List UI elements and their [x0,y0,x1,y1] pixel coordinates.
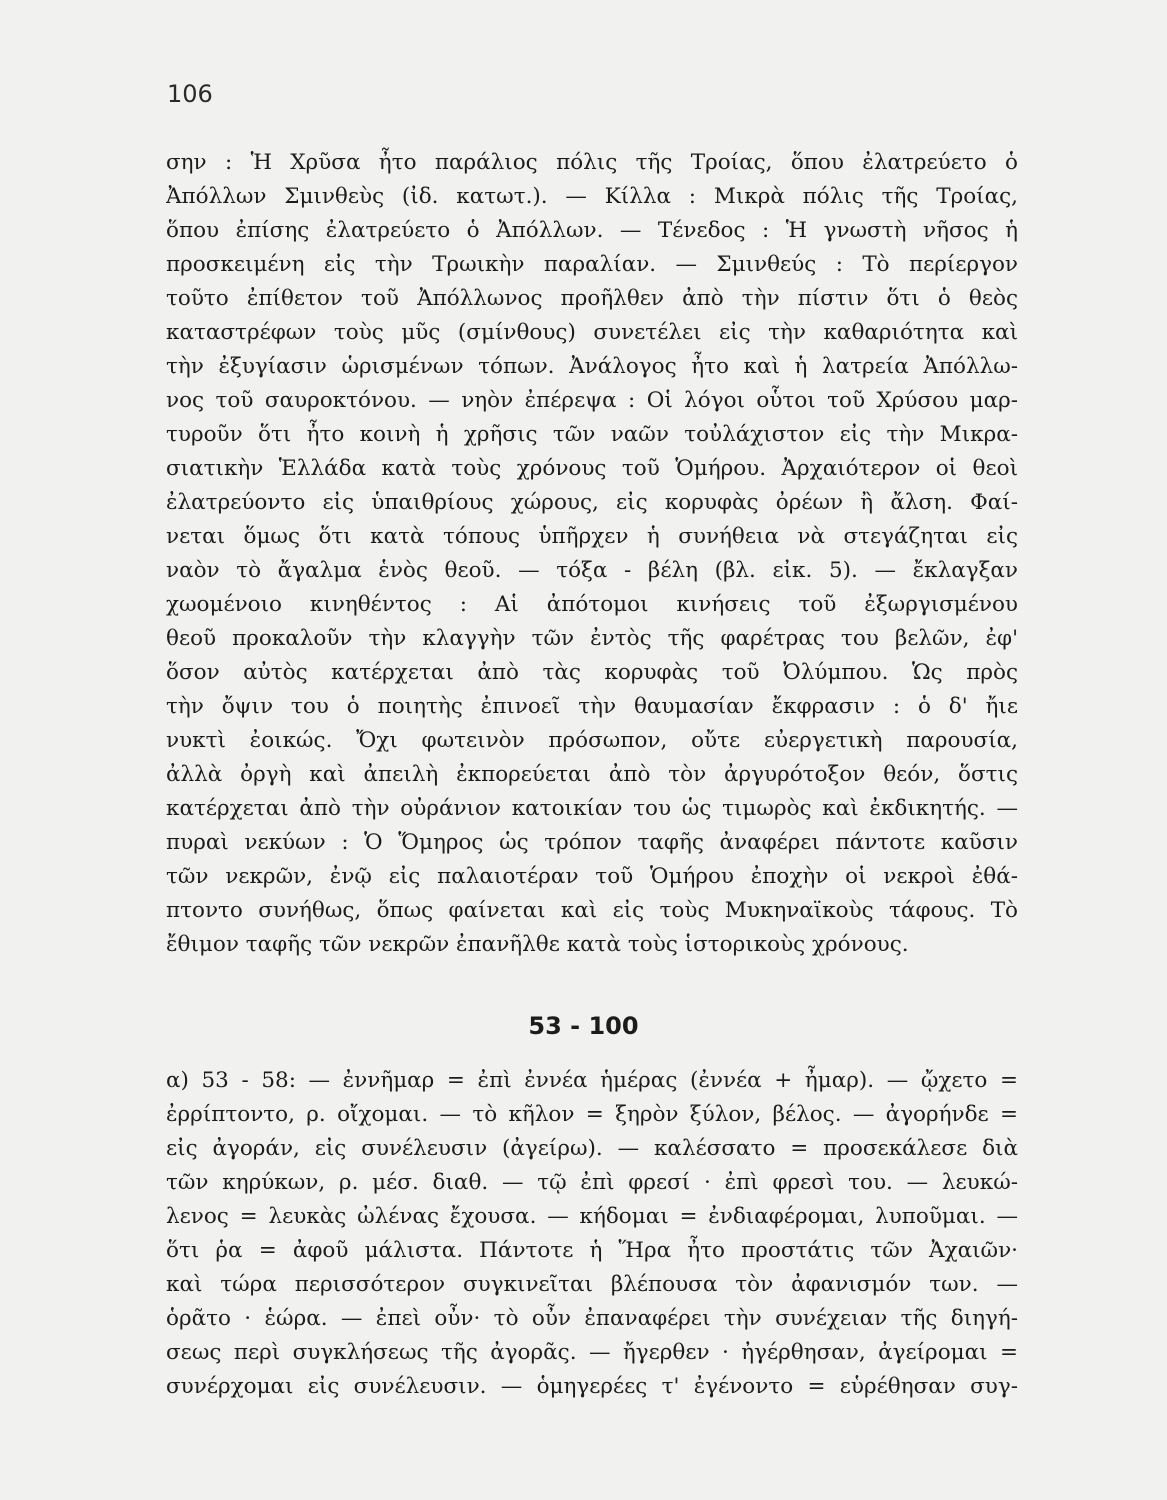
text-line: τοῦτο ἐπίθετον τοῦ Ἀπόλλωνος προῆλθεν ἀπὸ τὴν πίστιν ὅτι ὁ θεὸς [166,286,1018,311]
text-line: κατέρχεται ἀπὸ τὴν οὐράνιον κατοικίαν του ὡς τιμωρὸς καὶ ἐκδικητής. — [166,796,1018,821]
text-line: ἀλλὰ ὀργὴ καὶ ἀπειλὴ ἐκπορεύεται ἀπὸ τὸν ἀργυρότοξον θεόν, ὅστις [166,762,1018,787]
text-line: ὁρᾶτο · ἑώρα. — ἐπεὶ οὖν· τὸ οὖν ἐπαναφέρει τὴν συνέχειαν τῆς διηγή- [166,1306,1018,1331]
text-line: θεοῦ προκαλοῦν τὴν κλαγγὴν τῶν ἐντὸς τῆς φαρέτρας του βελῶν, ἐφ' [166,626,1018,651]
text-line: σεως περὶ συγκλήσεως τῆς ἀγορᾶς. — ἤγερθεν · ἠγέρθησαν, ἀγείρομαι = [166,1340,1018,1365]
text-line: νος τοῦ σαυροκτόνου. — νηὸν ἐπέρεψα : Οἱ λόγοι οὗτοι τοῦ Χρύσου μαρ- [166,388,1018,413]
text-line: λενος = λευκὰς ὠλένας ἔχουσα. — κήδομαι = ἐνδιαφέρομαι, λυποῦμαι. — [166,1204,1018,1229]
text-line: α) 53 - 58: — ἐννῆμαρ = ἐπὶ ἐννέα ἡμέρας (ἐννέα + ἦμαρ). — ᾤχετο = [166,1068,1018,1093]
text-line: σιατικὴν Ἑλλάδα κατὰ τοὺς χρόνους τοῦ Ὁμήρου. Ἀρχαιότερον οἱ θεοὶ [166,456,1018,481]
text-line: τῶν νεκρῶν, ἐνῷ εἰς παλαιοτέραν τοῦ Ὁμήρου ἐποχὴν οἱ νεκροὶ ἐθά- [166,864,1018,889]
text-line: καὶ τώρα περισσότερον συγκινεῖται βλέπουσα τὸν ἀφανισμόν των. — [166,1272,1018,1297]
text-line: τὴν ἐξυγίασιν ὡρισμένων τόπων. Ἀνάλογος ἦτο καὶ ἡ λατρεία Ἀπόλλω- [166,354,1018,379]
text-line: τῶν κηρύκων, ρ. μέσ. διαθ. — τῷ ἐπὶ φρεσί · ἐπὶ φρεσὶ του. — λευκώ- [166,1170,1018,1195]
text-line: ὅπου ἐπίσης ἐλατρεύετο ὁ Ἀπόλλων. — Τένεδος : Ἡ γνωστὴ νῆσος ἡ [166,218,1018,243]
text-line: ἐλατρεύοντο εἰς ὑπαιθρίους χώρους, εἰς κορυφὰς ὀρέων ἢ ἄλση. Φαί- [166,490,1018,515]
text-line: ναὸν τὸ ἄγαλμα ἑνὸς θεοῦ. — τόξα - βέλη (βλ. εἰκ. 5). — ἔκλαγξαν [166,558,1018,583]
text-line: Ἀπόλλων Σμινθεὺς (ἰδ. κατωτ.). — Κίλλα : Μικρὰ πόλις τῆς Τροίας, [166,184,1018,209]
text-line: πτοντο συνήθως, ὅπως φαίνεται καὶ εἰς τοὺς Μυκηναϊκοὺς τάφους. Τὸ [166,898,1018,923]
text-line: πυραὶ νεκύων : Ὁ Ὅμηρος ὡς τρόπον ταφῆς ἀναφέρει πάντοτε καῦσιν [166,830,1018,855]
text-line: συνέρχομαι εἰς συνέλευσιν. — ὁμηγερέες τ' ἐγένοντο = εὑρέθησαν συγ- [166,1374,1018,1399]
text-line: καταστρέφων τοὺς μῦς (σμίνθους) συνετέλει εἰς τὴν καθαριότητα καὶ [166,320,1018,345]
text-line: τυροῦν ὅτι ἦτο κοινὴ ἡ χρῆσις τῶν ναῶν τοὐλάχιστον εἰς τὴν Μικρα- [166,422,1018,447]
text-line: ὅτι ῥα = ἀφοῦ μάλιστα. Πάντοτε ἡ Ἥρα ἦτο προστάτις τῶν Ἀχαιῶν· [166,1238,1018,1263]
text-line: εἰς ἀγοράν, εἰς συνέλευσιν (ἀγείρω). — καλέσσατο = προσεκάλεσε διὰ [166,1136,1018,1161]
page-number: 106 [167,80,213,108]
text-line: χωομένοιο κινηθέντος : Αἱ ἀπότομοι κινήσεις τοῦ ἐξωργισμένου [166,592,1018,617]
text-line: ἐρρίπτοντο, ρ. οἴχομαι. — τὸ κῆλον = ξηρὸν ξύλον, βέλος. — ἀγορήνδε = [166,1102,1018,1127]
text-line: τὴν ὄψιν του ὁ ποιητὴς ἐπινοεῖ τὴν θαυμασίαν ἔκφρασιν : ὁ δ' ἤιε [166,694,1018,719]
text-line: ὅσον αὐτὸς κατέρχεται ἀπὸ τὰς κορυφὰς τοῦ Ὀλύμπου. Ὡς πρὸς [166,660,1018,685]
text-line: νεται ὅμως ὅτι κατὰ τόπους ὑπῆρχεν ἡ συνήθεια νὰ στεγάζηται εἰς [166,524,1018,549]
text-line: προσκειμένη εἰς τὴν Τρωικὴν παραλίαν. — Σμινθεύς : Τὸ περίεργον [166,252,1018,277]
section-heading: 53 - 100 [528,1012,639,1040]
text-line: νυκτὶ ἐοικώς. Ὄχι φωτεινὸν πρόσωπον, οὔτε εὐεργετικὴ παρουσία, [166,728,1018,753]
text-line: σην : Ἡ Χρῦσα ἦτο παράλιος πόλις τῆς Τροίας, ὅπου ἐλατρεύετο ὁ [166,150,1018,175]
text-line: ἔθιμον ταφῆς τῶν νεκρῶν ἐπανῆλθε κατὰ τοὺς ἱστορικοὺς χρόνους. [166,932,909,957]
